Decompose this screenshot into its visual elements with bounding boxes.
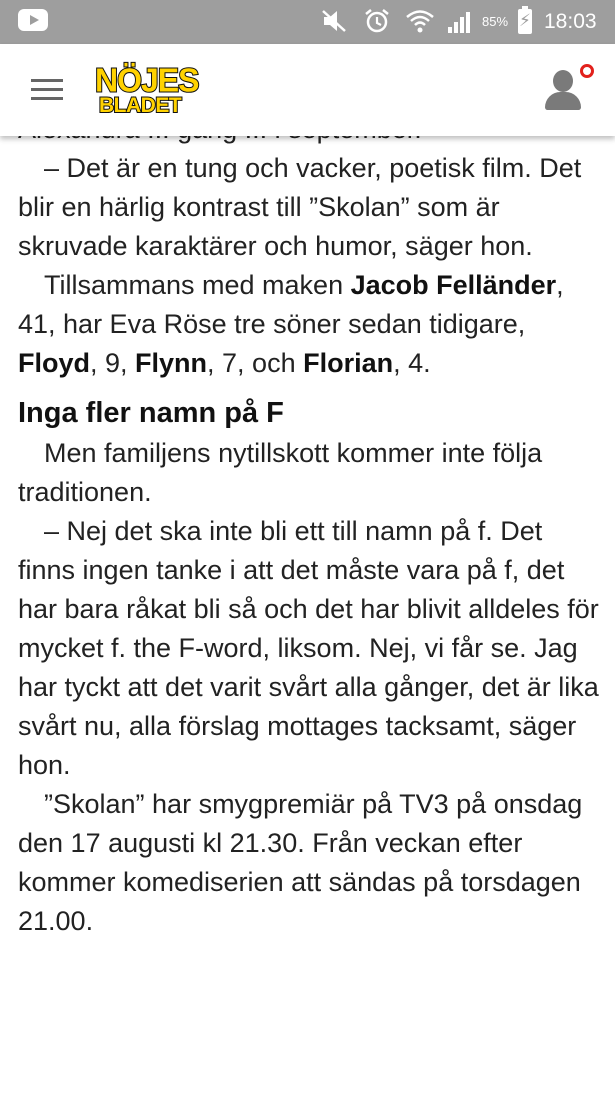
alarm-icon: [362, 8, 392, 34]
person-name: Florian: [303, 348, 394, 378]
article-paragraph: ”Skolan” har smygpremiär på TV3 på onsdag den 17 augusti kl 21.30. Från veckan efter kommer komediserien att sändas på torsdagen 21.00.: [18, 789, 583, 936]
youtube-icon: [18, 9, 48, 31]
clock: 18:03: [544, 10, 597, 33]
logo-top-text: NÖJES: [95, 61, 199, 99]
article-paragraph: – Det är en tung och vacker, poetisk film. Det blir en härlig kontrast till ”Skolan” som är skruvade karaktärer och humor, säger hon.: [18, 153, 582, 261]
battery-percent: 85%: [482, 14, 509, 29]
menu-button[interactable]: [22, 70, 66, 110]
person-name: Flynn: [135, 348, 208, 378]
article-paragraph: – Nej det ska inte bli ett till namn på f. Det finns ingen tanke i att det måste vara på f, det har bara råkat bli så och det har blivit alldeles för mycket f. the F-word, liksom. Nej, vi får se. Jag har tyckt att det varit svårt alla gånger, det är lika svårt nu, alla förslag mottages tacksamt, säger hon.: [18, 516, 599, 780]
nojesbladet-logo[interactable]: [95, 61, 203, 120]
status-bar: [0, 0, 615, 44]
notification-dot: [580, 64, 594, 78]
wifi-icon: [404, 8, 436, 34]
battery-charging-icon: ⚡: [518, 9, 532, 34]
signal-icon: [448, 11, 474, 33]
person-name: Jacob Felländer: [350, 270, 557, 300]
article-paragraph: Tillsammans med maken Jacob Felländer, 41, har Eva Röse tre söner sedan tidigare, Floyd, 9, Flynn, 7, och Florian, 4.: [18, 270, 564, 378]
person-name: Floyd: [18, 348, 90, 378]
user-icon: [553, 70, 573, 92]
app-bar: [0, 44, 615, 136]
user-account-button[interactable]: [540, 62, 600, 118]
logo-bottom-text: BLADET: [99, 94, 182, 117]
article-subheading: Inga fler namn på F: [18, 397, 284, 429]
article-paragraph: Men familjens nytillskott kommer inte följa traditionen.: [18, 438, 543, 507]
mute-icon: [318, 8, 350, 34]
article-body: [18, 110, 603, 941]
